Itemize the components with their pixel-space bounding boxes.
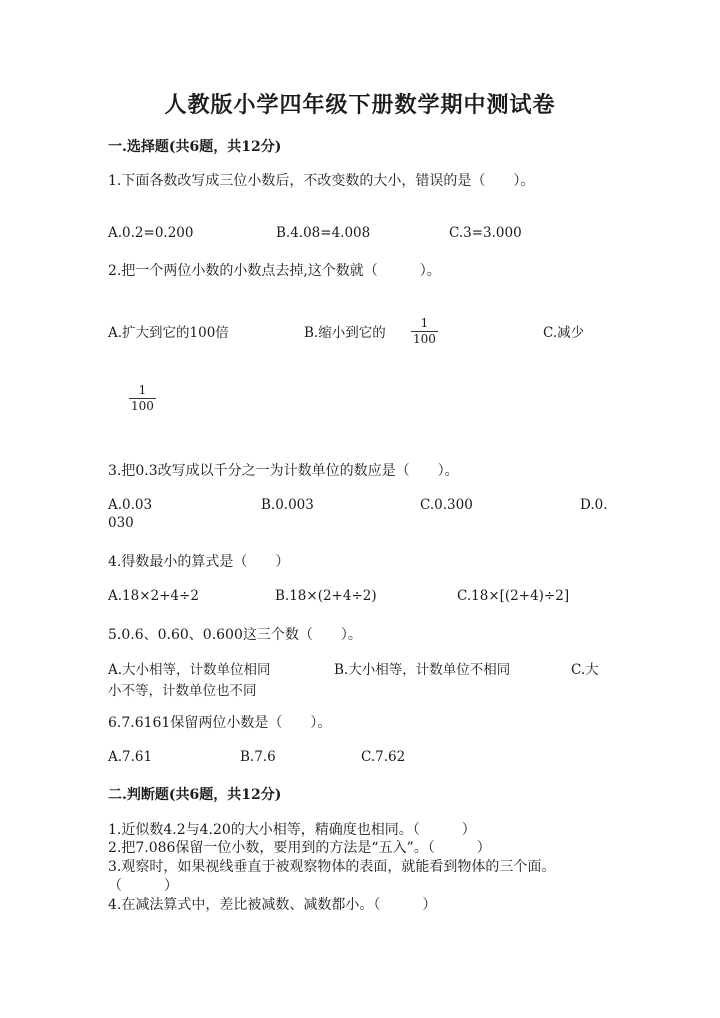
page-title: 人教版小学四年级下册数学期中测试卷	[164, 92, 556, 118]
option-c: C.减少	[543, 325, 585, 341]
option-c-wrap: 小不等，计数单位也不同	[108, 683, 257, 699]
option-b: B.18×(2+4÷2)	[275, 588, 377, 604]
option-a: A.0.2=0.200	[108, 225, 194, 241]
option-c: C.7.62	[361, 749, 406, 765]
option-d-wrap: 030	[108, 515, 134, 531]
option-b: B.7.6	[240, 749, 276, 765]
option-b: B.4.08=4.008	[276, 225, 371, 241]
judgment-item: 1.近似数4.2与4.20的大小相等，精确度也相同。（ ）	[108, 822, 476, 838]
fraction-denominator: 100	[413, 332, 436, 346]
option-c: C.0.300	[420, 497, 473, 513]
option-a: A.0.03	[108, 497, 153, 513]
option-a: A.大小相等，计数单位相同	[108, 662, 271, 678]
option-c: C.3=3.000	[449, 225, 522, 241]
fraction-one-hundredth	[129, 384, 156, 413]
option-b: B.0.003	[261, 497, 314, 513]
option-d: D.0.	[580, 497, 608, 513]
fraction-numerator: 1	[138, 383, 147, 397]
question-stem: 2.把一个两位小数的小数点去掉,这个数就（ ）。	[108, 263, 441, 279]
option-c: C.18×[(2+4)÷2]	[457, 588, 570, 604]
judgment-item: 3.观察时，如果视线垂直于被观察物体的表面，就能看到物体的三个面。	[108, 859, 556, 875]
question-stem: 6.7.6161保留两位小数是（ ）。	[108, 715, 332, 731]
fraction-one-hundredth	[411, 317, 438, 346]
fraction-numerator: 1	[420, 316, 429, 330]
judgment-item-wrap: （ ）	[108, 878, 178, 894]
option-b: B.大小相等，计数单位不相同	[334, 662, 511, 678]
option-b: B.缩小到它的	[304, 325, 386, 341]
option-a: A.18×2+4÷2	[108, 588, 199, 604]
section-heading-judgment: 二.判断题(共6题，共12分)	[108, 787, 282, 803]
option-a: A.7.61	[108, 749, 153, 765]
option-a: A.扩大到它的100倍	[108, 325, 229, 341]
question-stem: 1.下面各数改写成三位小数后，不改变数的大小，错误的是（ ）。	[108, 173, 535, 189]
option-c: C.大	[571, 662, 599, 678]
question-stem: 5.0.6、0.60、0.600这三个数（ ）。	[108, 627, 362, 643]
judgment-item: 4.在减法算式中，差比被减数、减数都小。（ ）	[108, 897, 437, 913]
fraction-denominator: 100	[131, 399, 154, 413]
question-stem: 3.把0.3改写成以千分之一为计数单位的数应是（ ）。	[108, 463, 459, 479]
judgment-item: 2.把7.086保留一位小数，要用到的方法是“五入”。（ ）	[108, 840, 491, 856]
question-stem: 4.得数最小的算式是（ ）	[108, 554, 290, 570]
section-heading-choice: 一.选择题(共6题，共12分)	[108, 139, 282, 155]
